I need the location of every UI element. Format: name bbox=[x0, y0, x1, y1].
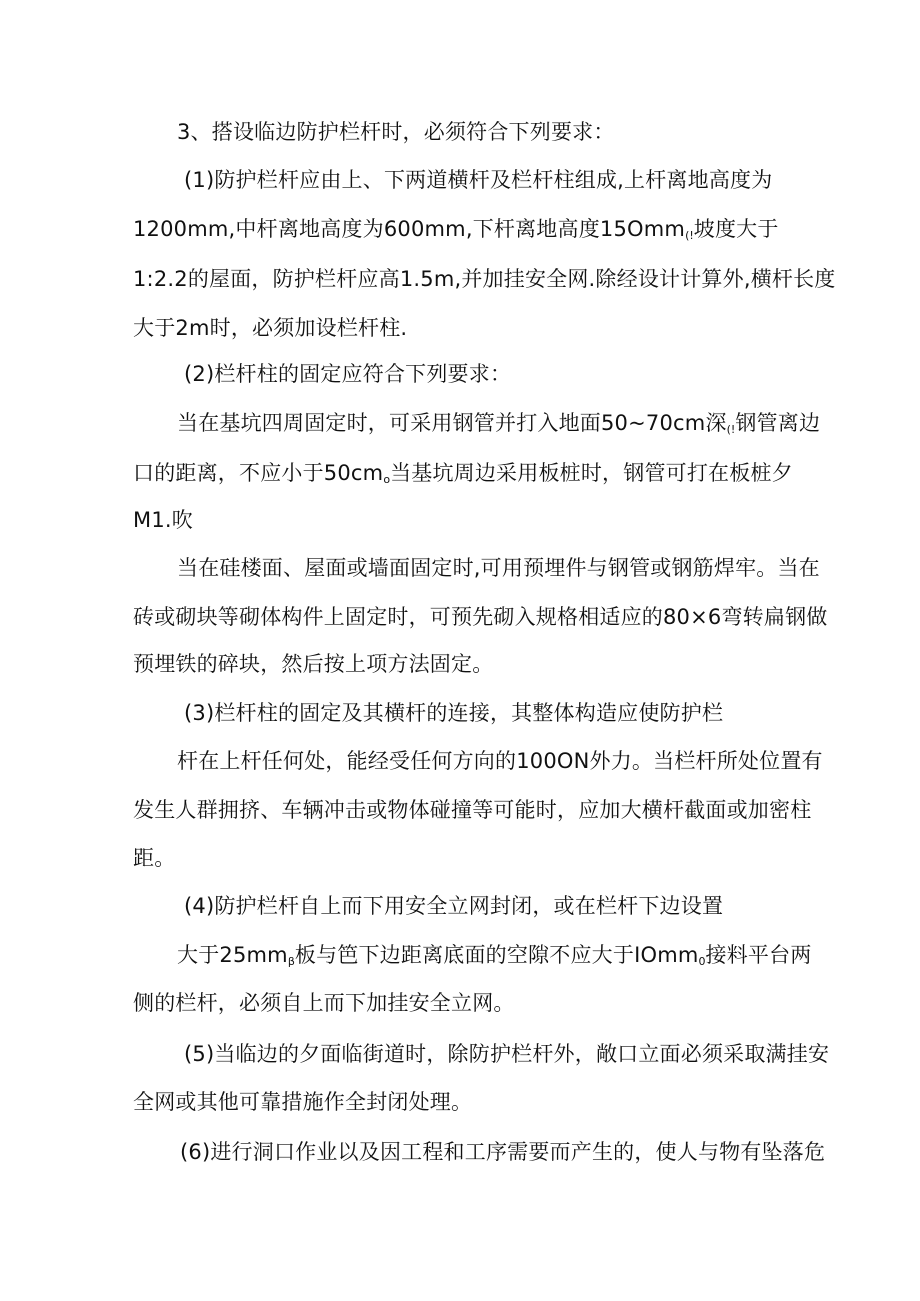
subscript-mark: (! bbox=[685, 229, 694, 242]
subscript-mark: (! bbox=[726, 423, 736, 436]
line-text: 发生人群拥挤、车辆冲击或物体碰撞等可能时，应加大横杆截面或加密柱 bbox=[133, 798, 812, 822]
line-text: (4)防护栏杆自上而下用安全立网封闭，或在栏杆下边设置 bbox=[184, 894, 724, 918]
line-text: (5)当临边的夕面临街道时，除防护栏杆外，敞口立面必须采取满挂安 bbox=[184, 1042, 830, 1066]
paragraph-line bbox=[133, 264, 920, 294]
subscript-mark: o bbox=[383, 473, 391, 486]
line-text: (3)栏杆柱的固定及其横杆的连接，其整体构造应使防护栏 bbox=[184, 701, 724, 725]
line-text: 接料平台两 bbox=[705, 943, 812, 967]
paragraph-line bbox=[184, 698, 920, 728]
paragraph-line bbox=[177, 553, 920, 583]
paragraph-line bbox=[133, 1087, 920, 1117]
paragraph-line bbox=[133, 843, 920, 873]
section-heading bbox=[177, 117, 920, 147]
paragraph-line bbox=[133, 458, 920, 495]
line-text: 侧的栏杆，必须自上而下加挂安全立网。 bbox=[133, 991, 515, 1015]
line-text: 1:2.2的屋面，防护栏杆应高1.5m,并加挂安全网.除经设计计算外,横杆长度 bbox=[133, 267, 836, 291]
line-text: M1.吹 bbox=[133, 508, 193, 532]
line-text: 当在基坑四周固定时，可采用钢管并打入地面50~70cm深 bbox=[177, 411, 727, 435]
line-text: 预埋铁的碎块，然后按上项方法固定。 bbox=[133, 652, 494, 676]
paragraph-line bbox=[177, 408, 920, 445]
line-text: 大于25mm bbox=[177, 943, 288, 967]
paragraph-line bbox=[180, 1137, 920, 1167]
line-text: 杆在上杆任何处，能经受任何方向的100ON外力。当栏杆所处位置有 bbox=[177, 749, 823, 773]
line-text: 当在硅楼面、屋面或墙面固定时,可用预埋件与钢管或钢筋焊牢。当在 bbox=[177, 556, 820, 580]
line-text: 板与笆下边距离底面的空隙不应大于IOmm bbox=[294, 943, 699, 967]
line-text: (1)防护栏杆应由上、下两道横杆及栏杆柱组成,上杆离地高度为 bbox=[184, 168, 773, 192]
line-text: 钢管离边 bbox=[735, 411, 821, 435]
line-text: 砖或砌块等砌体构件上固定时，可预先砌入规格相适应的80×6弯转扁钢做 bbox=[133, 605, 828, 629]
line-text: 当基坑周边采用板桩时，钢管可打在板桩夕 bbox=[390, 461, 793, 485]
paragraph-line bbox=[133, 214, 920, 251]
subscript-mark: 0 bbox=[698, 955, 706, 968]
paragraph-line bbox=[133, 505, 920, 535]
line-text: 距。 bbox=[133, 846, 176, 870]
line-text: 3、搭设临边防护栏杆时，必须符合下列要求： bbox=[177, 120, 615, 144]
line-text: 全网或其他可靠措施作全封闭处理。 bbox=[133, 1090, 473, 1114]
line-text: (2)栏杆柱的固定应符合下列要求： bbox=[184, 362, 512, 386]
paragraph-line bbox=[184, 359, 920, 389]
paragraph-line bbox=[133, 602, 920, 632]
line-text: 坡度大于 bbox=[693, 217, 779, 241]
paragraph-line bbox=[177, 940, 920, 977]
line-text: 口的距离，不应小于50cm bbox=[133, 461, 384, 485]
paragraph-line bbox=[184, 165, 920, 195]
paragraph-line bbox=[133, 795, 920, 825]
line-text: (6)进行洞口作业以及因工程和工序需要而产生的，使人与物有坠落危 bbox=[180, 1140, 826, 1164]
paragraph-line bbox=[184, 1039, 920, 1069]
line-text: 1200mm,中杆离地高度为600mm,下杆离地高度15Omm bbox=[133, 217, 686, 241]
paragraph-line bbox=[177, 746, 920, 776]
paragraph-line bbox=[133, 988, 920, 1018]
line-text: 大于2m时，必须加设栏杆柱. bbox=[133, 316, 408, 340]
subscript-mark: β bbox=[287, 955, 295, 968]
paragraph-line bbox=[184, 891, 920, 921]
paragraph-line bbox=[133, 313, 920, 343]
paragraph-line bbox=[133, 649, 920, 679]
